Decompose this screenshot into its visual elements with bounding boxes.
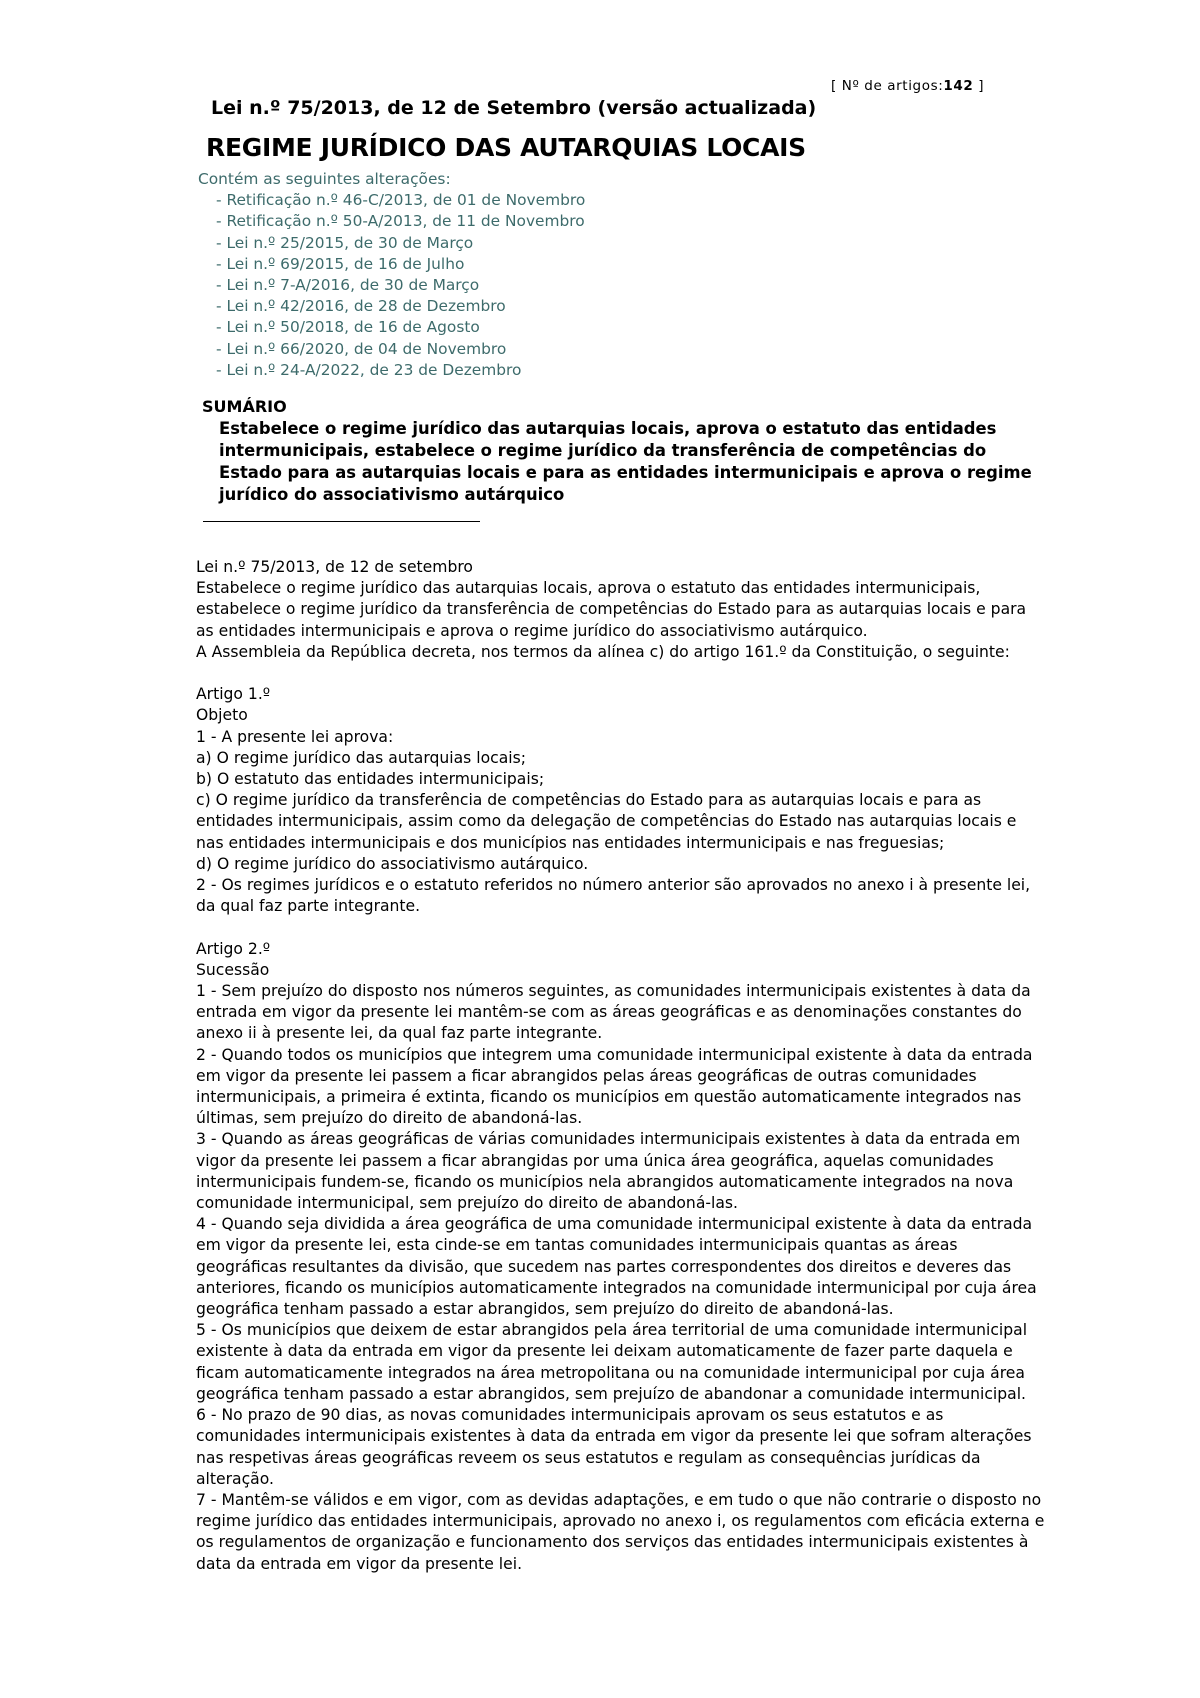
article-paragraph: 1 - A presente lei aprova: xyxy=(196,727,394,746)
amendment-item[interactable]: - Lei n.º 69/2015, de 16 de Julho xyxy=(216,254,465,273)
amendment-item[interactable]: - Lei n.º 25/2015, de 30 de Março xyxy=(216,233,474,252)
article-count-close: ] xyxy=(978,78,985,94)
amendments-intro: Contém as seguintes alterações: xyxy=(198,170,451,188)
article-paragraph: 2 - Os regimes jurídicos e o estatuto referidos no número anterior são aprovados no anexo i à presente lei, da qual faz parte integrante. xyxy=(196,876,1031,916)
amendment-item[interactable]: - Lei n.º 24-A/2022, de 23 de Dezembro xyxy=(216,360,522,379)
article-paragraph: d) O regime jurídico do associativismo autárquico. xyxy=(196,854,589,873)
amendments-block xyxy=(198,169,585,381)
article-paragraph: b) O estatuto das entidades intermunicipais; xyxy=(196,770,545,789)
article-title: Objeto xyxy=(196,706,248,725)
article-title: Sucessão xyxy=(196,960,270,979)
spacer xyxy=(196,917,1046,938)
law-body xyxy=(196,557,1046,1575)
article-paragraph: 4 - Quando seja dividida a área geográfica de uma comunidade intermunicipal existente à data da entrada em vigor da presente lei, esta cinde-se em tantas comunidades intermunicipais quantas as áreas geográficas resultantes da divisão, que sucedem nas partes correspondentes dos direitos e deveres das anteriores, ficando os municípios automaticamente integrados na comunidade intermunicipal por cuja área geográfica tenham passado a estar abrangidos, sem prejuízo do direito de abandoná-las. xyxy=(196,1215,1037,1319)
article-paragraph: a) O regime jurídico das autarquias locais; xyxy=(196,748,526,767)
article-paragraph: c) O regime jurídico da transferência de competências do Estado para as autarquias locais e para as entidades intermunicipais, assim como da delegação de competências do Estado nas autarquias locais e nas entidades intermunicipais e dos municípios nas entidades intermunicipais e nas freguesias; xyxy=(196,791,1017,852)
page-title: REGIME JURÍDICO DAS AUTARQUIAS LOCAIS xyxy=(206,133,806,162)
article-number: Artigo 1.º xyxy=(196,685,271,704)
amendment-item[interactable]: - Lei n.º 7-A/2016, de 30 de Março xyxy=(216,276,480,295)
summary-text: Estabelece o regime jurídico das autarquias locais, aprova o estatuto das entidades intermunicipais, estabelece o regime jurídico da transferência de competências do Estado para as autarquias locais e para as entidades intermunicipais e aprova o regime jurídico do associativismo autárquico xyxy=(219,419,1032,504)
article-count-label: [ Nº de artigos: xyxy=(831,78,944,94)
amendment-item[interactable]: - Retificação n.º 50-A/2013, de 11 de Novembro xyxy=(216,212,585,231)
summary-divider xyxy=(203,521,480,522)
article-paragraph: 3 - Quando as áreas geográficas de várias comunidades intermunicipais existentes à data da entrada em vigor da presente lei passem a ficar abrangidas por uma única área geográfica, aquelas comunidades intermunicipais fundem-se, ficando os municípios nela abrangidos automaticamente integrados na nova comunidade intermunicipal, sem prejuízo do direito de abandoná-las. xyxy=(196,1130,1021,1213)
article-count xyxy=(831,78,984,94)
law-title: Lei n.º 75/2013, de 12 de Setembro (versão actualizada) xyxy=(211,97,817,119)
amendment-item[interactable]: - Lei n.º 42/2016, de 28 de Dezembro xyxy=(216,297,506,316)
article-paragraph: 6 - No prazo de 90 dias, as novas comunidades intermunicipais aprovam os seus estatutos e as comunidades intermunicipais existentes à data da entrada em vigor da presente lei que sofram alterações nas respetivas áreas geográficas reveem os seus estatutos e regulam as consequências jurídicas da alteração. xyxy=(196,1406,1032,1488)
article-paragraph: 1 - Sem prejuízo do disposto nos números seguintes, as comunidades intermunicipais existentes à data da entrada em vigor da presente lei mantêm-se com as áreas geográficas e as denominações constantes do anexo ii à presente lei, da qual faz parte integrante. xyxy=(196,982,1031,1043)
preamble-decree: A Assembleia da República decreta, nos termos da alínea c) do artigo 161.º da Constituição, o seguinte: xyxy=(196,642,1010,661)
amendments-list xyxy=(198,190,585,381)
article-number: Artigo 2.º xyxy=(196,939,271,958)
amendment-item[interactable]: - Lei n.º 66/2020, de 04 de Novembro xyxy=(216,339,507,358)
preamble-summary: Estabelece o regime jurídico das autarquias locais, aprova o estatuto das entidades intermunicipais, estabelece o regime jurídico da transferência de competências do Estado para as autarquias locais e para as entidades intermunicipais e aprova o regime jurídico do associativismo autárquico. xyxy=(196,579,1027,640)
amendment-item[interactable]: - Lei n.º 50/2018, de 16 de Agosto xyxy=(216,318,480,337)
article-paragraph: 5 - Os municípios que deixem de estar abrangidos pela área territorial de uma comunidade intermunicipal existente à data da entrada em vigor da presente lei deixam automaticamente de fazer parte daquela e ficam automaticamente integrados na área metropolitana ou na comunidade intermunicipal por cuja área geográfica tenham passado a estar abrangidos, sem prejuízo de abandonar a comunidade intermunicipal. xyxy=(196,1321,1028,1403)
summary-label: SUMÁRIO xyxy=(202,397,287,416)
article-paragraph: 2 - Quando todos os municípios que integrem uma comunidade intermunicipal existente à data da entrada em vigor da presente lei passem a ficar abrangidos pelas áreas geográficas de outras comunidades intermunicipais, a primeira é extinta, ficando os municípios em questão automaticamente integrados nas últimas, sem prejuízo do direito de abandoná-las. xyxy=(196,1045,1033,1128)
spacer xyxy=(196,663,1046,684)
article-paragraph: 7 - Mantêm-se válidos e em vigor, com as devidas adaptações, e em tudo o que não contrarie o disposto no regime jurídico das entidades intermunicipais, aprovado no anexo i, os regulamentos com eficácia externa e os regulamentos de organização e funcionamento dos serviços das entidades intermunicipais existentes à data da entrada em vigor da presente lei. xyxy=(196,1490,1045,1573)
preamble-title: Lei n.º 75/2013, de 12 de setembro xyxy=(196,558,473,576)
amendment-item[interactable]: - Retificação n.º 46-C/2013, de 01 de Novembro xyxy=(216,191,586,210)
article-count-value: 142 xyxy=(943,78,974,94)
